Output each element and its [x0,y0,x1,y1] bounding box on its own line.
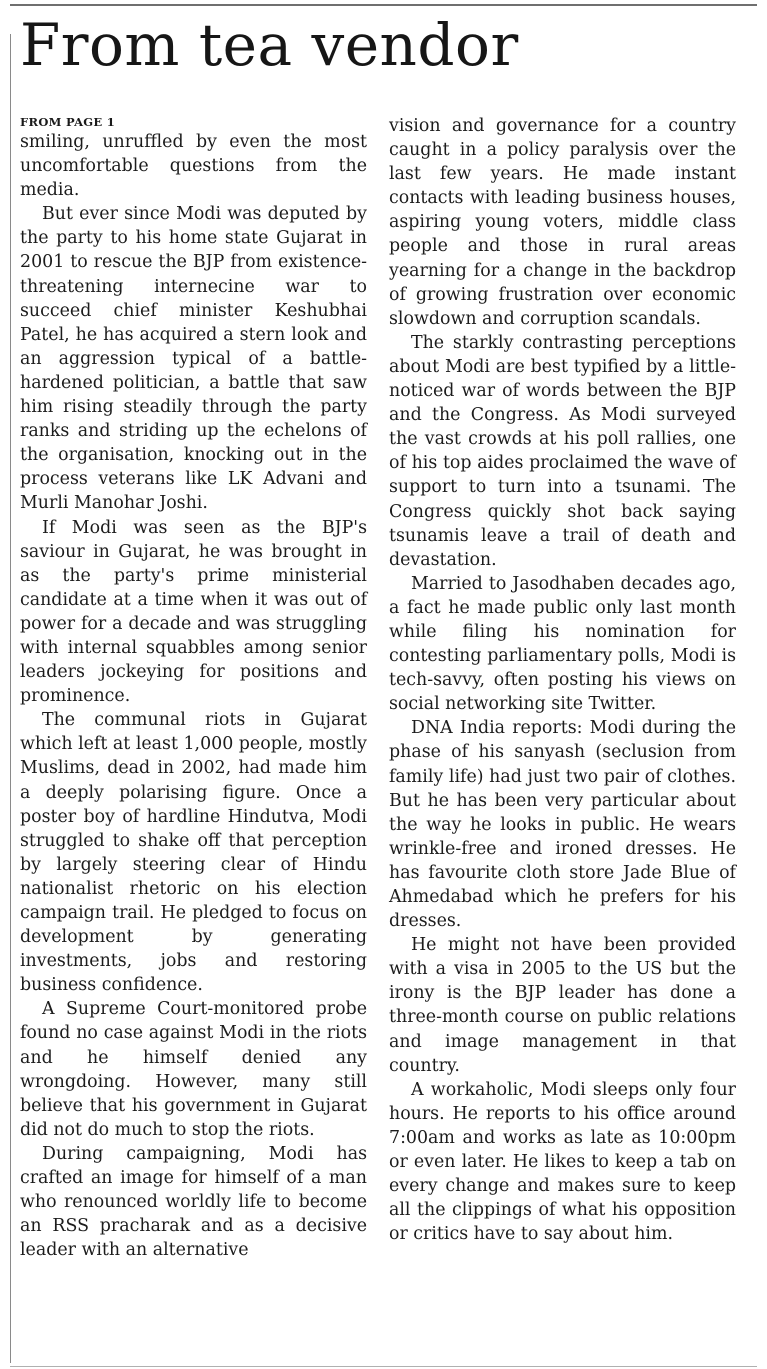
paragraph: He might not have been provided with a visa in 2005 to the US but the irony is the BJP leader has done a three-month course on public relations and image management in that country. [389,935,736,1076]
top-rule [10,4,757,6]
paragraph: Married to Jasodhaben decades ago, a fact he made public only last month while filing his nomination for contesting parliamentary polls, Modi is tech-savvy, often posting his views on social networking site Twitter. [389,573,736,715]
paragraph: A workaholic, Modi sleeps only four hours. He reports to his office around 7:00am and works as late as 10:00pm or even later. He likes to keep a tab on every change and makes sure to keep all the clippings of what his opposition or critics have to say about him. [389,1079,736,1245]
paragraph: During campaigning, Modi has crafted an image for himself of a man who renounced worldly life to become an RSS pracharak and as a decisive leader with an alternative [20,1143,367,1261]
paragraph: But ever since Modi was deputed by the party to his home state Gujarat in 2001 to rescue the BJP from existence-threatening internecine war to succeed chief minister Keshubhai Patel, he has acquired a stern look and an aggression typical of a battle-hardened politician, a battle that saw him rising steadily through the party ranks and striding up the echelons of the organisation, knocking out in the process veterans like LK Advani and Murli Manohar Joshi. [20,204,367,514]
paragraph: vision and governance for a country caught in a policy paralysis over the last few years. He made instant contacts with leading business houses, aspiring young voters, middle class people and those in rural areas yearning for a change in the backdrop of growing frustration over economic slowdown and corruption scandals. [389,116,736,329]
article-column-left [20,114,367,1262]
paragraph: smiling, unruffled by even the most uncomfortable questions from the media. [20,132,367,201]
continuation-kicker: FROM PAGE 1 [20,115,116,129]
bottom-rule [10,1366,757,1367]
paragraph: A Supreme Court-monitored probe found no case against Modi in the riots and he himself denied any wrongdoing. However, many still believe that his government in Gujarat did not do much to stop the riots. [20,999,367,1140]
paragraph: DNA India reports: Modi during the phase of his sanyash (seclusion from family life) had just two pair of clothes. But he has been very particular about the way he looks in public. He wears wrinkle-free and ironed dresses. He has favourite cloth store Jade Blue of Ahmedabad which he prefers for his dresses. [389,718,736,932]
left-margin-rule [10,34,11,1363]
paragraph: The starkly contrasting perceptions about Modi are best typified by a little-noticed war of words between the BJP and the Congress. As Modi surveyed the vast crowds at his poll rallies, one of his top aides proclaimed the wave of support to turn into a tsunami. The Congress quickly shot back saying tsunamis leave a trail of death and devastation. [389,332,736,570]
headline: From tea vendor [20,11,519,79]
paragraph: If Modi was seen as the BJP's saviour in Gujarat, he was brought in as the party's prime ministerial candidate at a time when it was out of power for a decade and was struggling with internal squabbles among senior leaders jockeying for positions and prominence. [20,517,367,707]
paragraph: The communal riots in Gujarat which left at least 1,000 people, mostly Muslims, dead in 2002, had made him a deeply polarising figure. Once a poster boy of hardline Hindutva, Modi struggled to shake off that perception by largely steering clear of Hindu nationalist rhetoric on his election campaign trail. He pledged to focus on development by generating investments, jobs and restoring business confidence. [20,710,367,996]
article-column-right [389,114,736,1246]
